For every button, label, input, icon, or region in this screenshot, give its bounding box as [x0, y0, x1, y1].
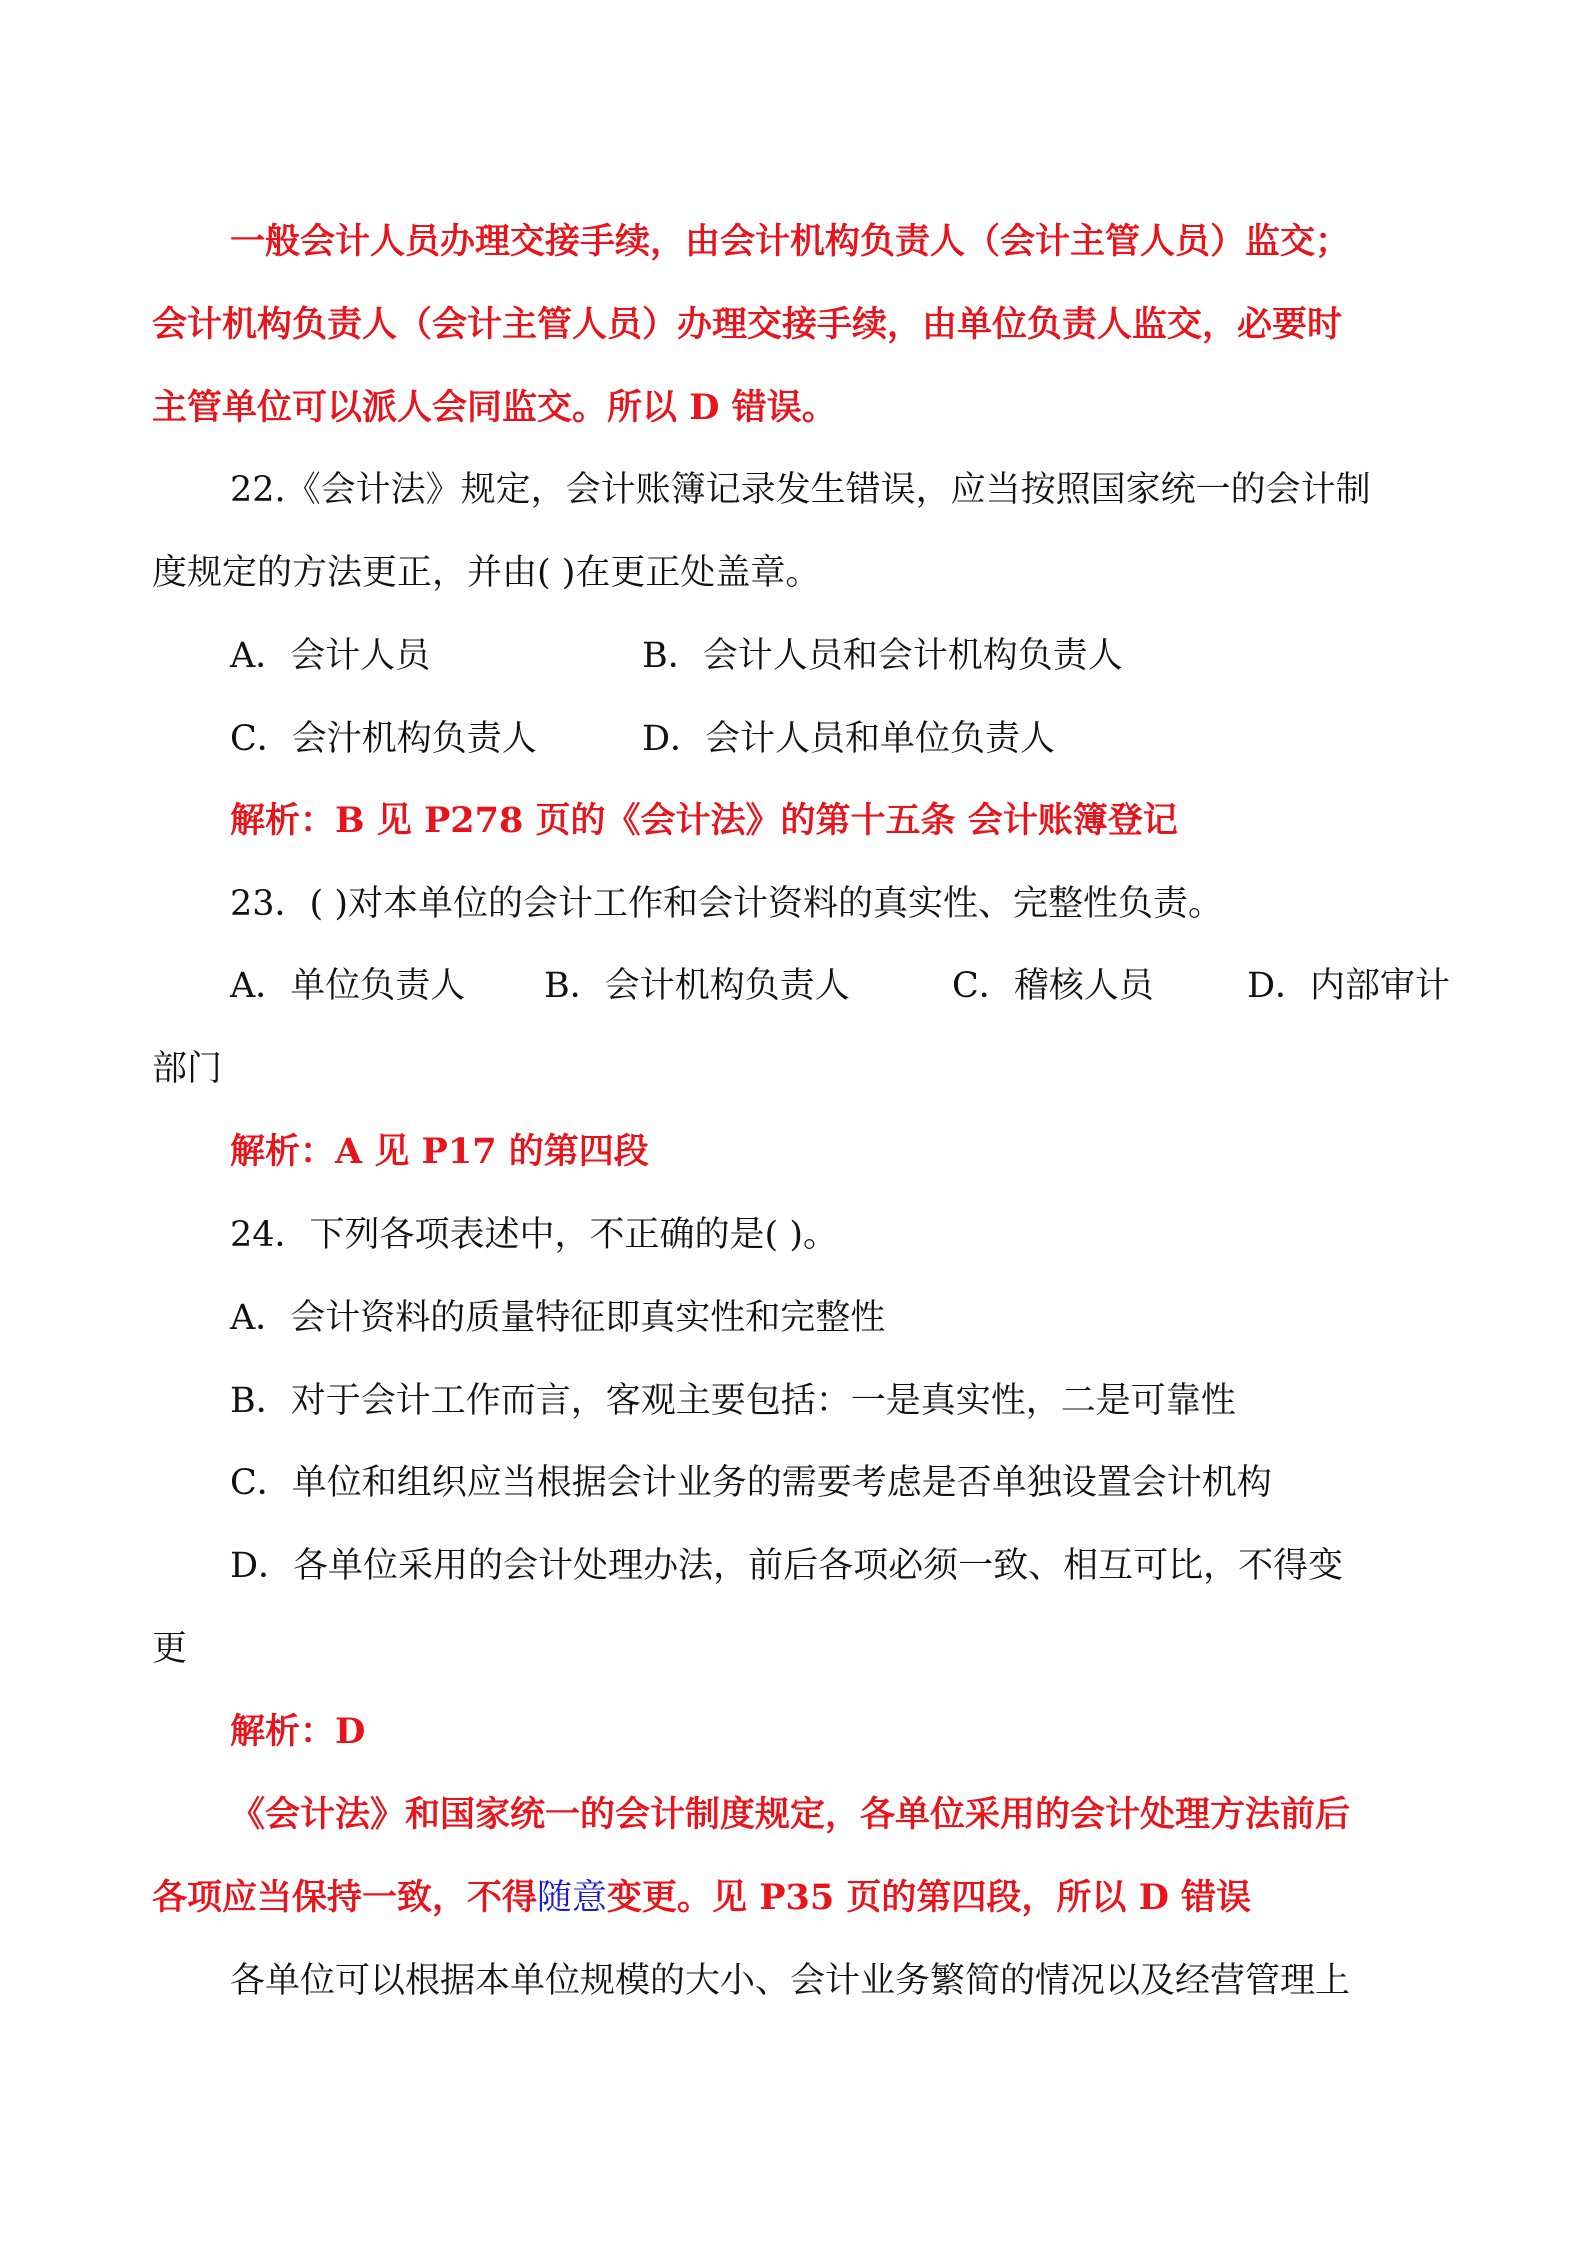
- q24-explain-part-2: 变更。见 P35 页的第四段，所以 D 错误: [607, 1877, 1252, 1918]
- q23-analysis: 解析：A 见 P17 的第四段: [230, 1131, 649, 1172]
- q24-analysis-label: 解析：D: [230, 1711, 366, 1752]
- q22-stem-line-1: 22.《会计法》规定，会计账簿记录发生错误，应当按照国家统一的会计制: [230, 470, 1371, 510]
- q24-stem: 24．下列各项表述中，不正确的是( )。: [230, 1215, 838, 1255]
- q24-option-a: A．会计资料的质量特征即真实性和完整性: [230, 1298, 886, 1338]
- q24-explain-line-1: 《会计法》和国家统一的会计制度规定，各单位采用的会计处理方法前后: [230, 1794, 1351, 1835]
- intro-line-2: 会计机构负责人（会计主管人员）办理交接手续，由单位负责人监交，必要时: [152, 304, 1343, 345]
- intro-line-1: 一般会计人员办理交接手续，由会计机构负责人（会计主管人员）监交；: [230, 221, 1351, 262]
- q24-option-d: D．各单位采用的会计处理办法，前后各项必须一致、相互可比，不得变: [230, 1546, 1344, 1586]
- q24-option-d-wrap: 更: [152, 1629, 188, 1669]
- q22-option-c: C．会汁机构负责人: [230, 719, 537, 759]
- q22-option-a: A．会计人员: [230, 636, 431, 676]
- q22-option-d: D．会计人员和单位负责人: [642, 719, 1056, 759]
- q24-option-b: B．对于会计工作而言，客观主要包括：一是真实性，二是可靠性: [230, 1381, 1236, 1421]
- q24-option-c: C．单位和组织应当根据会计业务的需要考虑是否单独设置会计机构: [230, 1463, 1272, 1503]
- q23-option-c: C．稽核人员: [952, 966, 1154, 1006]
- intro-line-3: 主管单位可以派人会同监交。所以 D 错误。: [152, 387, 837, 428]
- q23-stem: 23．( )对本单位的会计工作和会计资料的真实性、完整性负责。: [230, 884, 1223, 924]
- q22-option-b: B．会计人员和会计机构负责人: [642, 636, 1123, 676]
- q24-explain-line-2: [152, 1874, 1452, 1922]
- q23-option-d-wrap: 部门: [152, 1049, 223, 1089]
- q22-analysis: 解析：B 见 P278 页的《会计法》的第十五条 会计账簿登记: [230, 800, 1178, 841]
- q23-option-a: A．单位负责人: [230, 966, 466, 1006]
- closing-line-1: 各单位可以根据本单位规模的大小、会计业务繁简的情况以及经营管理上: [230, 1961, 1351, 2001]
- q23-option-b: B．会计机构负责人: [544, 966, 850, 1006]
- q24-explain-highlight: 随意: [537, 1878, 608, 1918]
- q24-explain-part-1: 各项应当保持一致，不得: [152, 1877, 538, 1918]
- q23-option-d: D．内部审计: [1247, 966, 1451, 1006]
- q22-stem-line-2: 度规定的方法更正，并由( )在更正处盖章。: [152, 553, 821, 593]
